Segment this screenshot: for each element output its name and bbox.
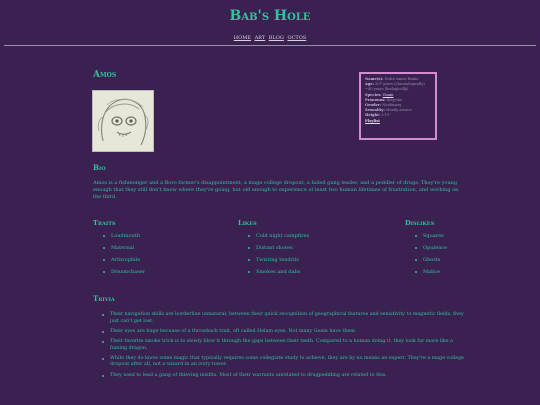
list-item: Their navigation skills are borderline unnatural; between their quick recognition of geographical features and sensitivity to magnetic fields, they just can't get lost. <box>101 312 469 325</box>
infobox-sexuality-row: Sexuality: Mostly aroace <box>365 108 412 113</box>
playlist-link[interactable]: Playlist <box>365 118 380 123</box>
dislikes-list <box>413 233 447 281</box>
list-item: Opulence <box>413 245 447 257</box>
list-item: Loudmouth <box>101 233 145 245</box>
list-item: Ghosts <box>413 257 447 269</box>
infobox-age-row: Age: 207 years (chronologically) <box>365 82 425 87</box>
list-item: Cold night campfires <box>246 233 309 245</box>
list-item: Arthrophile <box>101 257 145 269</box>
list-item: Distant shores <box>246 245 309 257</box>
infobox-pronouns-row: Pronouns: they/she <box>365 97 403 102</box>
character-portrait <box>92 90 154 152</box>
traits-heading: Traits <box>93 219 116 227</box>
list-item: Maternal <box>101 245 145 257</box>
infobox-gender-row: Gender: Nonbinary <box>365 103 402 108</box>
infobox-playlist-row <box>365 119 431 124</box>
infobox-species-row: Species: Goain <box>365 92 394 97</box>
list-item: Smokes and dabs <box>246 269 309 281</box>
list-item: They used to lead a gang of thieving misfits. Most of their warrants unrelated to drugpeddling are related to this. <box>101 373 469 380</box>
species-link[interactable]: Goain <box>382 92 394 97</box>
header-divider <box>4 45 536 46</box>
traits-list <box>101 233 145 281</box>
site-title: Bab's Hole <box>229 8 311 24</box>
likes-heading: Likes <box>238 219 257 227</box>
bio-heading: Bio <box>93 163 106 172</box>
infobox-age-row-2: ~40 years (biologically) <box>365 87 409 92</box>
nav-home-link[interactable]: HOME <box>233 35 251 41</box>
character-name-heading: Amos <box>93 70 117 80</box>
main-nav <box>0 35 540 41</box>
likes-list <box>246 233 309 281</box>
list-item: Their favorite smoke trick is to slowly blow it through the gaps between their teeth. Compared to a human doing it, they look far more like a fuming dragon. <box>101 339 469 352</box>
character-sketch-icon <box>93 91 153 151</box>
dislikes-heading: Dislikes <box>405 219 435 227</box>
trivia-list <box>101 312 469 383</box>
list-item: Squares <box>413 233 447 245</box>
bio-text: Amos is a fishmonger and a Boro farmer's disappointment, a mage college dropout, a failed gang leader, and a peddler of drugs. They're young enough that they still don't know where they're going, but old enough to experience at least two human lifetimes of frustration, and working on the third. <box>93 180 459 200</box>
infobox-height-row: Height: 5'11" <box>365 113 391 118</box>
infobox-name-row: Name(s): Dulce Amos Beaks <box>365 77 419 81</box>
list-item: Malice <box>413 269 447 281</box>
list-item: Their eyes are huge because of a throwback trait, oft called Helam eyes. Not many Goain have them. <box>101 329 469 336</box>
character-infobox <box>359 72 437 140</box>
nav-blog-link[interactable]: BLOG <box>268 35 284 41</box>
nav-art-link[interactable]: ART <box>254 35 266 41</box>
nav-octos-link[interactable]: OCTOS <box>287 35 307 41</box>
list-item: Twisting tendrils <box>246 257 309 269</box>
trivia-heading: Trivia <box>93 294 115 303</box>
list-item: Dreamchaser <box>101 269 145 281</box>
list-item: While they do know some magic that typically requires some collegiate study to achieve, they are by no means an expert. They're a mage college dropout after all, not a wizard in an ivory tower. <box>101 356 469 369</box>
